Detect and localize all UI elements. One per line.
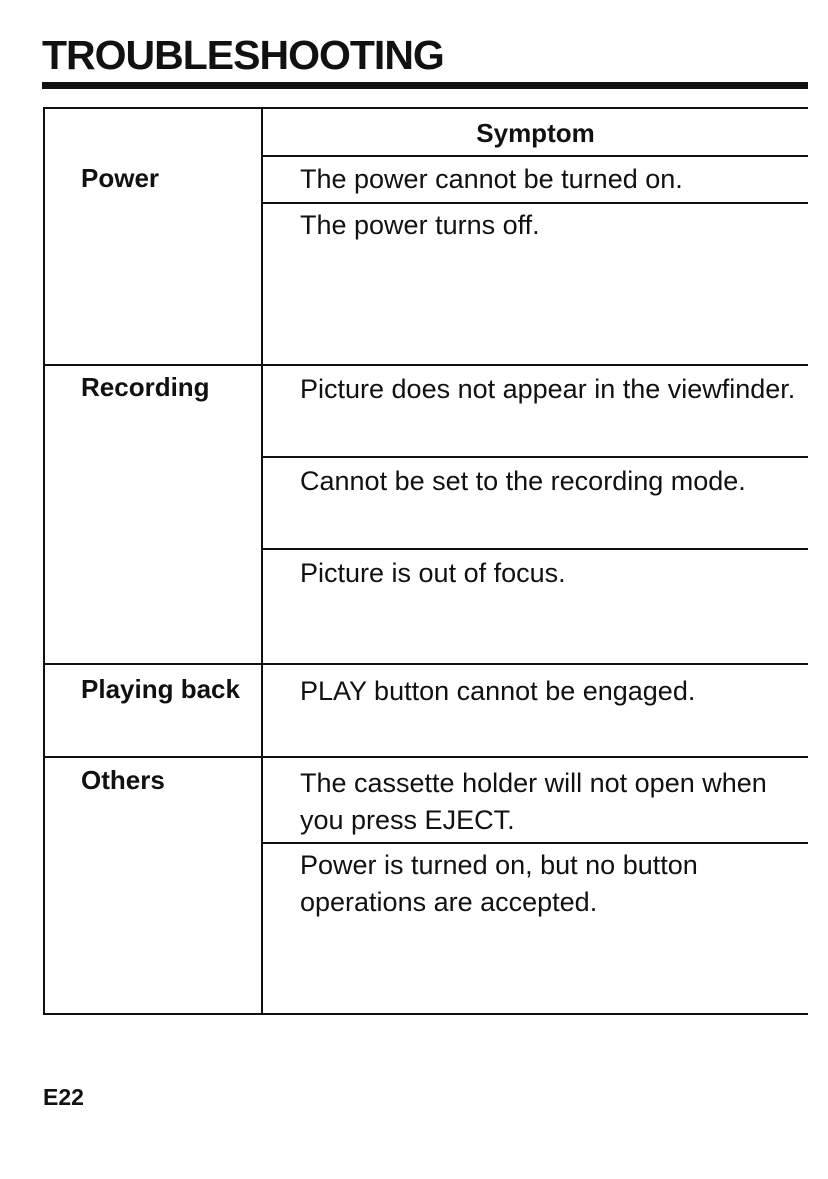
symptom-play-button-not-engaged: PLAY button cannot be engaged.: [300, 676, 696, 706]
troubleshooting-table: [43, 107, 808, 1015]
symptom-picture-out-of-focus: Picture is out of focus.: [300, 558, 566, 588]
row-divider: [261, 548, 808, 550]
category-recording: Recording: [81, 372, 210, 402]
symptom-cannot-set-recording-mode: Cannot be set to the recording mode.: [300, 466, 746, 496]
group-divider: [45, 663, 808, 665]
symptom-power-turns-off: The power turns off.: [300, 210, 540, 240]
category-playing-back: Playing back: [81, 674, 240, 704]
symptom-cassette-holder-not-open: The cassette holder will not open when you press EJECT.: [300, 768, 767, 835]
row-divider: [261, 456, 808, 458]
symptom-power-cannot-turn-on: The power cannot be turned on.: [300, 164, 683, 194]
page-number: E22: [43, 1084, 84, 1110]
column-divider: [261, 109, 263, 1013]
symptom-column-header: Symptom: [476, 118, 595, 148]
group-divider: [45, 364, 808, 366]
symptom-no-picture-viewfinder: Picture does not appear in the viewfinder.: [300, 374, 796, 404]
group-divider: [45, 756, 808, 758]
page-title: TROUBLESHOOTING: [42, 32, 444, 78]
symptom-buttons-not-accepted: Power is turned on, but no button operations are accepted.: [300, 850, 698, 917]
header-divider: [261, 155, 808, 157]
row-divider: [261, 842, 808, 844]
category-others: Others: [81, 765, 165, 795]
title-rule: [42, 82, 808, 89]
category-power: Power: [81, 163, 160, 193]
row-divider: [261, 202, 808, 204]
